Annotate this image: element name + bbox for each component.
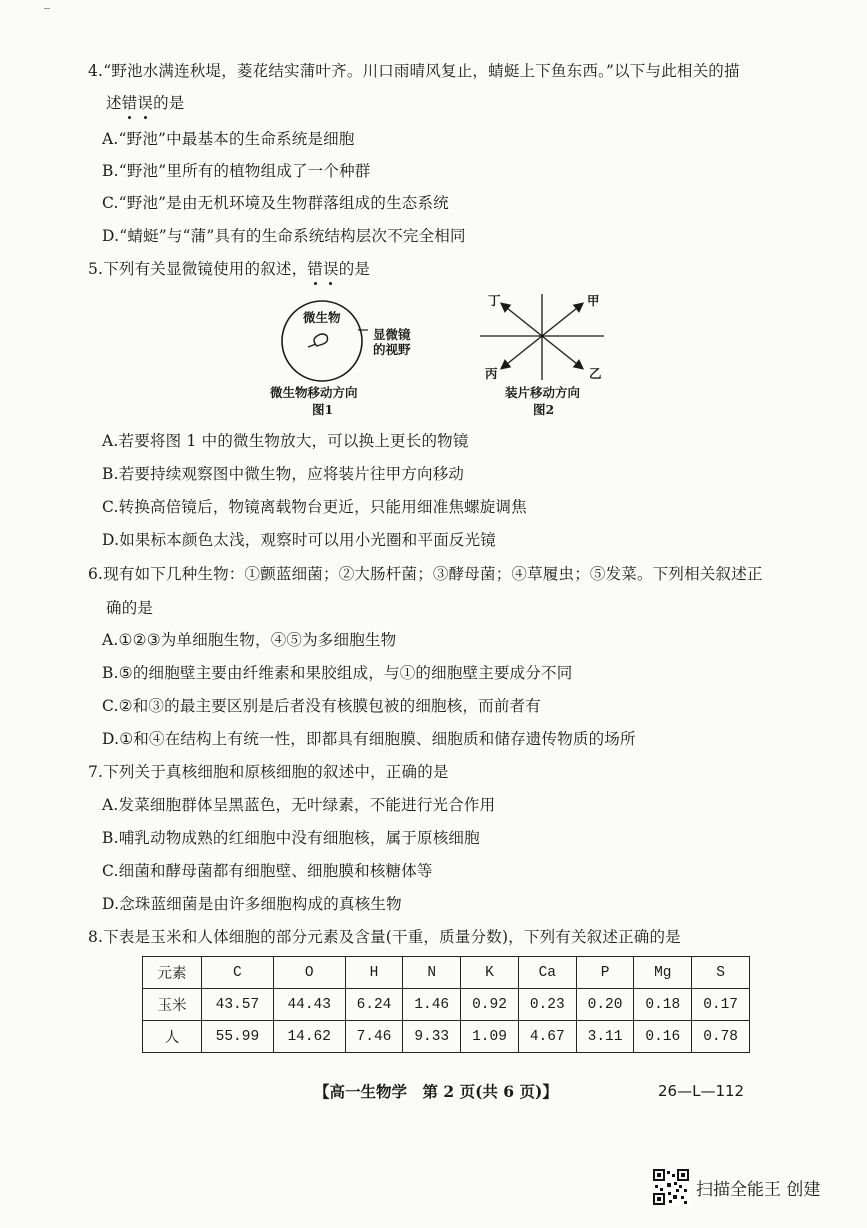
q5-option-a: A.若要将图 1 中的微生物放大，可以换上更长的物镜	[102, 432, 469, 450]
table-cell: 0.78	[692, 1021, 750, 1053]
fig1-microbe-label: 微生物	[303, 310, 341, 325]
table-cell: 0.92	[461, 989, 519, 1021]
q5-option-c: C.转换高倍镜后，物镜离载物台更近，只能用细准焦螺旋调焦	[102, 498, 527, 516]
fig1-caption: 微生物移动方向	[270, 385, 358, 400]
q6-option-a: A.①②③为单细胞生物，④⑤为多细胞生物	[102, 631, 397, 649]
fig1-view-label-1: 显微镜	[373, 327, 411, 342]
emphasis-char: 错	[121, 94, 138, 112]
q6-option-d: D.①和④在结构上有统一性，即都具有细胞膜、细胞质和储存遗传物质的场所	[102, 730, 636, 748]
table-cell: P	[576, 957, 634, 989]
table-cell: H	[345, 957, 403, 989]
table-cell: 14.62	[273, 1021, 345, 1053]
fig2-title: 图2	[533, 402, 555, 417]
q7-option-b: B.哺乳动物成熟的红细胞中没有细胞核，属于原核细胞	[102, 829, 480, 847]
table-cell: C	[202, 957, 274, 989]
element-content-table	[142, 956, 750, 1053]
scanner-watermark	[652, 1168, 820, 1206]
table-cell: 1.09	[461, 1021, 519, 1053]
page-footer: 【高一生物学 第 2 页(共 6 页)】	[314, 1082, 558, 1101]
q8-stem: 8.下表是玉米和人体细胞的部分元素及含量(干重，质量分数)，下列有关叙述正确的是	[88, 928, 681, 946]
table-cell: 6.24	[345, 989, 403, 1021]
q7-option-a: A.发菜细胞群体呈黑蓝色，无叶绿素，不能进行光合作用	[102, 796, 496, 814]
fig2-label-jia: 甲	[587, 293, 600, 308]
q5-stem: 5.下列有关显微镜使用的叙述，错误的是	[88, 260, 371, 278]
q7-option-d: D.念珠蓝细菌是由许多细胞构成的真核生物	[102, 895, 402, 913]
table-cell: S	[692, 957, 750, 989]
q4-option-a: A.“野池”中最基本的生命系统是细胞	[102, 130, 355, 148]
table-cell: 9.33	[403, 1021, 461, 1053]
table-cell: 3.11	[576, 1021, 634, 1053]
qr-code-icon	[652, 1168, 690, 1206]
fig2-label-ding: 丁	[488, 293, 501, 308]
q4-stem-line2: 述错误的是	[106, 94, 185, 112]
table-row-header: 元素	[143, 957, 202, 989]
table-cell: 0.17	[692, 989, 750, 1021]
table-cell: K	[461, 957, 519, 989]
table-cell: 4.67	[518, 1021, 576, 1053]
table-cell: 55.99	[202, 1021, 274, 1053]
watermark-text: 扫描全能王 创建	[696, 1179, 821, 1200]
q4-option-d: D.“蜻蜓”与“蒲”具有的生命系统结构层次不完全相同	[102, 227, 466, 245]
table-header-row	[143, 957, 750, 989]
table-cell: 0.18	[634, 989, 692, 1021]
table-row	[143, 1021, 750, 1053]
fig2-caption: 装片移动方向	[505, 385, 581, 400]
fig1-title: 图1	[312, 402, 334, 417]
q6-stem-line1: 6.现有如下几种生物：①颤蓝细菌；②大肠杆菌；③酵母菌；④草履虫；⑤发菜。下列相关叙述正	[88, 565, 763, 583]
fig1-view-label-2: 的视野	[373, 342, 411, 357]
emphasis-char: 错	[307, 260, 323, 278]
q6-option-b: B.⑤的细胞壁主要由纤维素和果胶组成，与①的细胞壁主要成分不同	[102, 664, 573, 682]
q6-option-c: C.②和③的最主要区别是后者没有核膜包被的细胞核，而前者有	[102, 697, 541, 715]
q6-stem-line2: 确的是	[106, 599, 154, 617]
q5-option-d: D.如果标本颜色太浅，观察时可以用小光圈和平面反光镜	[102, 531, 497, 549]
table-cell: 43.57	[202, 989, 274, 1021]
scan-mark	[44, 8, 50, 13]
table-cell: 0.16	[634, 1021, 692, 1053]
table-cell: 1.46	[403, 989, 461, 1021]
table-row	[143, 989, 750, 1021]
fig2-label-bing: 丙	[485, 366, 498, 381]
table-row-header: 玉米	[143, 989, 202, 1021]
table-cell: Ca	[518, 957, 576, 989]
table-cell: 0.20	[576, 989, 634, 1021]
table-cell: O	[273, 957, 345, 989]
table-cell: 0.23	[518, 989, 576, 1021]
q4-stem-line1: 4.“野池水满连秋堤，菱花结实蒲叶齐。川口雨晴风复止，蜻蜓上下鱼东西。”以下与此相关的描	[88, 62, 740, 80]
exam-code: 26—L—112	[658, 1082, 745, 1100]
fig2-label-yi: 乙	[589, 366, 602, 381]
table-cell: N	[403, 957, 461, 989]
table-cell: Mg	[634, 957, 692, 989]
q4-option-b: B.“野池”里所有的植物组成了一个种群	[102, 162, 371, 180]
q7-option-c: C.细菌和酵母菌都有细胞壁、细胞膜和核糖体等	[102, 862, 433, 880]
q4-option-c: C.“野池”是由无机环境及生物群落组成的生态系统	[102, 194, 449, 212]
table-row-header: 人	[143, 1021, 202, 1053]
emphasis-char: 误	[323, 260, 339, 278]
q5-option-b: B.若要持续观察图中微生物，应将装片往甲方向移动	[102, 465, 465, 483]
table-cell: 7.46	[345, 1021, 403, 1053]
q7-stem: 7.下列关于真核细胞和原核细胞的叙述中，正确的是	[88, 763, 449, 781]
figure1-microscope-view	[270, 296, 440, 386]
emphasis-char: 误	[137, 94, 154, 112]
table-cell: 44.43	[273, 989, 345, 1021]
